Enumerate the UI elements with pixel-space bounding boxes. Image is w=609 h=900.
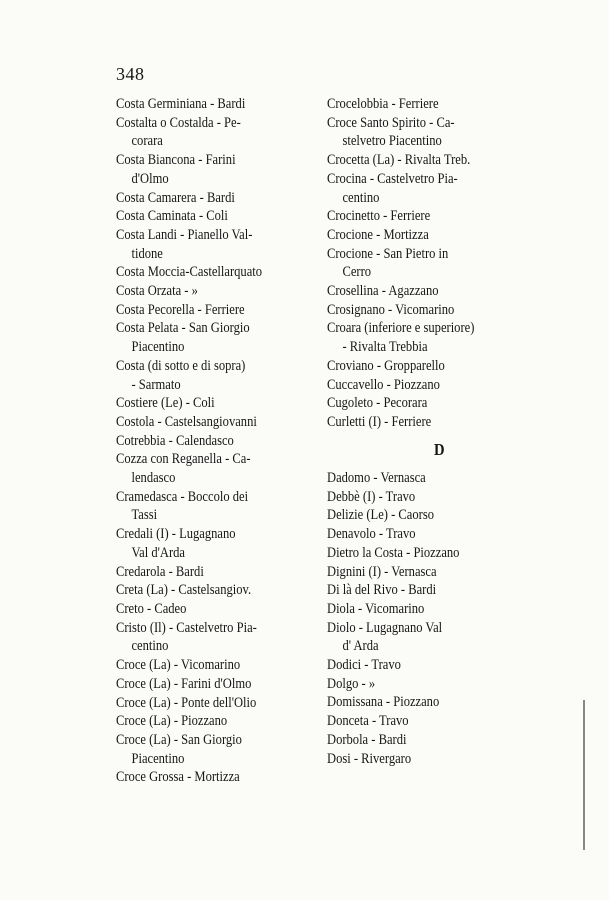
index-entry: Delizie (Le) - Caorso bbox=[327, 507, 434, 524]
index-column-right bbox=[327, 95, 552, 768]
index-entry: Costa Caminata - Coli bbox=[116, 208, 228, 225]
index-entry: Denavolo - Travo bbox=[327, 526, 416, 543]
section-letter: D bbox=[433, 439, 446, 459]
index-entry: Costiere (Le) - Coli bbox=[116, 395, 215, 412]
index-entry: Credarola - Bardi bbox=[116, 563, 204, 580]
index-entry: centino bbox=[131, 638, 169, 655]
index-entry: Crocinetto - Ferriere bbox=[327, 208, 431, 225]
index-entry: Croce (La) - San Giorgio bbox=[116, 731, 242, 748]
index-entry: Curletti (I) - Ferriere bbox=[327, 413, 432, 430]
index-entry: Cramedasca - Boccolo dei bbox=[116, 488, 249, 505]
index-entry: Di là del Rivo - Bardi bbox=[327, 582, 437, 599]
index-entry: Crocione - San Pietro in bbox=[327, 245, 449, 262]
index-column-left bbox=[116, 95, 314, 787]
index-entry: Croce Santo Spirito - Ca- bbox=[327, 114, 455, 131]
index-entry: Croce (La) - Ponte dell'Olio bbox=[116, 694, 257, 711]
index-entry: Creto - Cadeo bbox=[116, 600, 187, 617]
index-entry: Crocione - Mortizza bbox=[327, 226, 429, 243]
index-entry: - Sarmato bbox=[131, 376, 181, 393]
index-entry: Val d'Arda bbox=[131, 544, 185, 561]
index-entry: Dosi - Rivergaro bbox=[327, 750, 412, 767]
page-number: 348 bbox=[116, 64, 145, 84]
index-entry: Dorbola - Bardi bbox=[327, 731, 407, 748]
index-entry: Creta (La) - Castelsangiov. bbox=[116, 582, 252, 599]
index-entry: - Rivalta Trebbia bbox=[342, 339, 428, 356]
index-entry: Cristo (Il) - Castelvetro Pia- bbox=[116, 619, 257, 636]
index-entry: Costa Biancona - Farini bbox=[116, 152, 236, 169]
index-entry: lendasco bbox=[131, 470, 176, 487]
index-entry: Croce (La) - Piozzano bbox=[116, 713, 228, 730]
index-entry: corara bbox=[131, 133, 163, 150]
index-entry: Piacentino bbox=[131, 339, 185, 356]
index-entry: d'Olmo bbox=[131, 170, 169, 187]
index-entry: Crocetta (La) - Rivalta Treb. bbox=[327, 152, 471, 169]
index-entry: Costa Germiniana - Bardi bbox=[116, 96, 246, 112]
index-entry: Croara (inferiore e superiore) bbox=[327, 320, 475, 337]
index-entry: Crosignano - Vicomarino bbox=[327, 301, 455, 318]
index-entry: centino bbox=[342, 189, 380, 206]
index-entry: Diola - Vicomarino bbox=[327, 600, 425, 617]
index-entry: Costa Orzata - » bbox=[116, 283, 198, 300]
index-entry: Credali (I) - Lugagnano bbox=[116, 526, 236, 543]
index-entry: Donceta - Travo bbox=[327, 713, 409, 730]
index-entry: Domissana - Piozzano bbox=[327, 694, 440, 711]
index-entry: Costa Camarera - Bardi bbox=[116, 189, 235, 206]
index-entry: Cuccavello - Piozzano bbox=[327, 376, 440, 393]
index-entry: Costola - Castelsangiovanni bbox=[116, 413, 257, 430]
page-edge-mark bbox=[583, 700, 585, 850]
index-entry: Cerro bbox=[342, 264, 372, 281]
index-entry: Dignini (I) - Vernasca bbox=[327, 563, 437, 580]
index-entry: Cozza con Reganella - Ca- bbox=[116, 451, 251, 468]
index-entry: Costa Landi - Pianello Val- bbox=[116, 226, 253, 243]
index-entry: Croce (La) - Vicomarino bbox=[116, 657, 241, 674]
index-entry: Dadomo - Vernasca bbox=[327, 470, 426, 487]
index-entry: Debbè (I) - Travo bbox=[327, 488, 416, 505]
index-entry: Dietro la Costa - Piozzano bbox=[327, 544, 460, 561]
index-entry: Croce (La) - Farini d'Olmo bbox=[116, 675, 252, 692]
index-entry: Costa Pecorella - Ferriere bbox=[116, 301, 245, 318]
index-entry: stelvetro Piacentino bbox=[342, 133, 442, 150]
index-entry: Croce Grossa - Mortizza bbox=[116, 769, 240, 786]
index-entry: Costa Moccia-Castellarquato bbox=[116, 264, 263, 281]
index-entry: Crocina - Castelvetro Pia- bbox=[327, 170, 458, 187]
index-entry: Crocelobbia - Ferriere bbox=[327, 96, 439, 112]
index-entry: Cotrebbia - Calendasco bbox=[116, 432, 234, 449]
index-entry: Costa Pelata - San Giorgio bbox=[116, 320, 250, 337]
index-entry: Dolgo - » bbox=[327, 675, 376, 692]
index-entry: tidone bbox=[131, 245, 163, 262]
index-entry: Crosellina - Agazzano bbox=[327, 283, 439, 300]
index-entry: Dodici - Travo bbox=[327, 657, 401, 674]
index-entry: Tassi bbox=[131, 507, 158, 524]
index-entry: d' Arda bbox=[342, 638, 379, 655]
index-entry: Cugoleto - Pecorara bbox=[327, 395, 428, 412]
index-entry: Costalta o Costalda - Pe- bbox=[116, 114, 241, 131]
index-entry: Croviano - Gropparello bbox=[327, 357, 445, 374]
index-entry: Diolo - Lugagnano Val bbox=[327, 619, 443, 636]
index-entry: Piacentino bbox=[131, 750, 185, 767]
index-entry: Costa (di sotto e di sopra) bbox=[116, 357, 246, 374]
